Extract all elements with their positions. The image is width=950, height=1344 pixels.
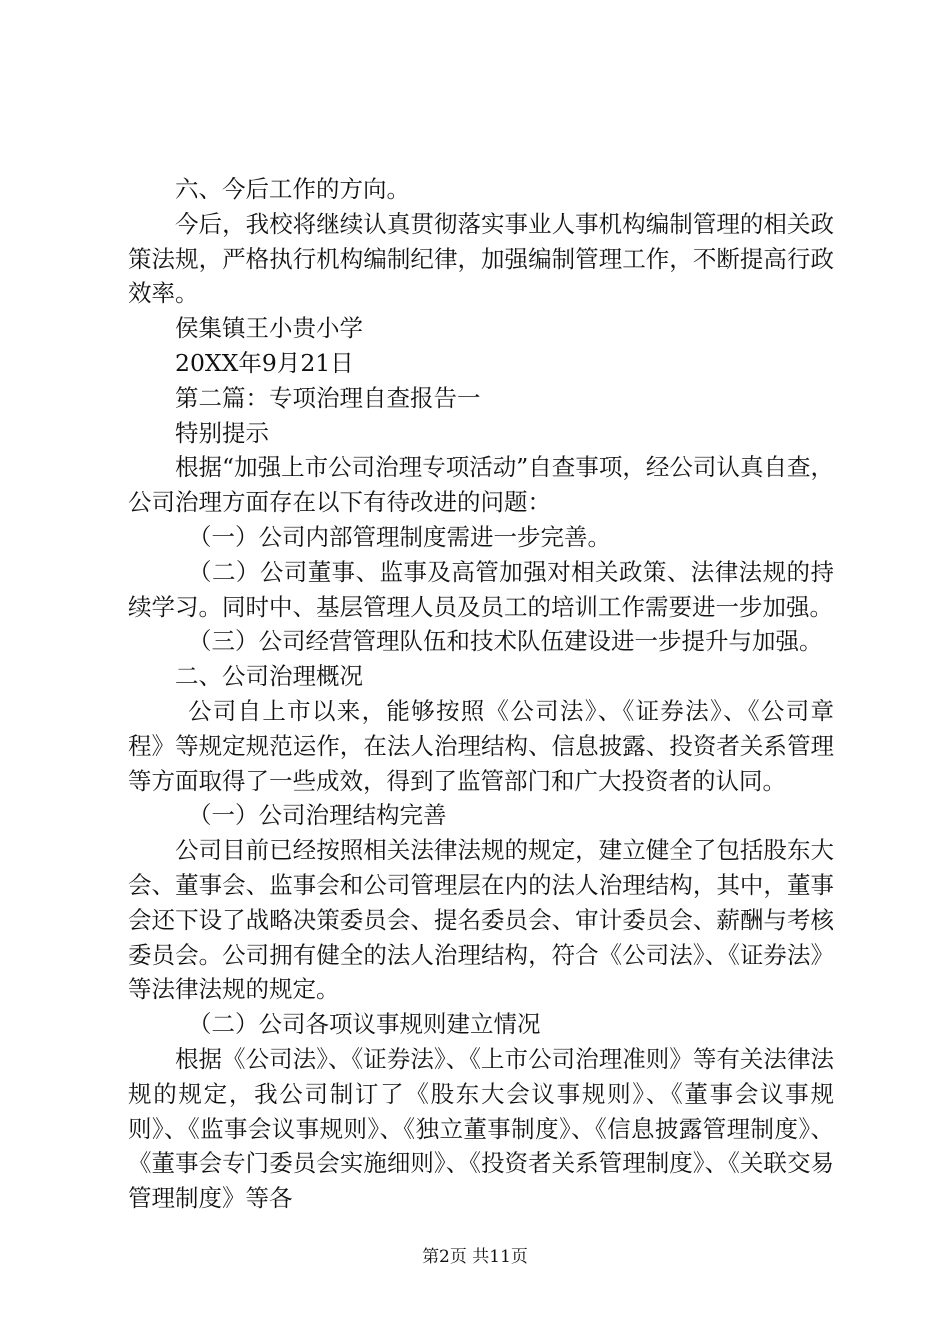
special-note-heading: 特别提示 [175, 418, 269, 447]
subsection-heading: （二）公司各项议事规则建立情况 [188, 1010, 541, 1039]
school-name: 侯集镇王小贵小学 [175, 314, 363, 343]
chapter-title: 第二篇：专项治理自查报告一 [175, 383, 481, 412]
paragraph: 根据“加强上市公司治理专项活动”自查事项，经公司认真自查，公司治理方面存在以下有待改进的问题： [128, 453, 834, 517]
list-item: （三）公司经营管理队伍和技术队伍建设进一步提升与加强。 [188, 627, 823, 656]
document-body [128, 172, 834, 1216]
page-footer: 第2页 共11页 [422, 1247, 528, 1267]
section-heading: 二、公司治理概况 [175, 662, 363, 691]
subsection-heading: （一）公司治理结构完善 [188, 801, 447, 830]
list-item: （二）公司董事、监事及高管加强对相关政策、法律法规的持续学习。同时中、基层管理人员及员工的培训工作需要进一步加强。 [128, 557, 834, 621]
date-line: 20XX年9月21日 [175, 348, 354, 377]
paragraph: 公司目前已经按照相关法律法规的规定，建立健全了包括股东大会、董事会、监事会和公司管理层在内的法人治理结构，其中，董事会还下设了战略决策委员会、提名委员会、审计委员会、薪酬与考核委员会。公司拥有健全的法人治理结构，符合《公司法》、《证券法》等法律法规的规定。 [128, 836, 834, 1004]
paragraph: 公司自上市以来，能够按照《公司法》、《证券法》、《公司章程》等规定规范运作，在法人治理结构、信息披露、投资者关系管理等方面取得了一些成效，得到了监管部门和广大投资者的认同。 [128, 696, 834, 795]
list-item: （一）公司内部管理制度需进一步完善。 [188, 522, 611, 551]
paragraph: 根据《公司法》、《证券法》、《上市公司治理准则》等有关法律法规的规定，我公司制订了《股东大会议事规则》、《董事会议事规则》、《监事会议事规则》、《独立董事制度》、《信息披露管理制度》、《董事会专门委员会实施细则》、《投资者关系管理制度》、《关联交易管理制度》等各 [128, 1044, 834, 1213]
paragraph: 今后，我校将继续认真贯彻落实事业人事机构编制管理的相关政策法规，严格执行机构编制纪律，加强编制管理工作，不断提高行政效率。 [128, 209, 834, 308]
section-heading: 六、今后工作的方向。 [175, 175, 410, 203]
